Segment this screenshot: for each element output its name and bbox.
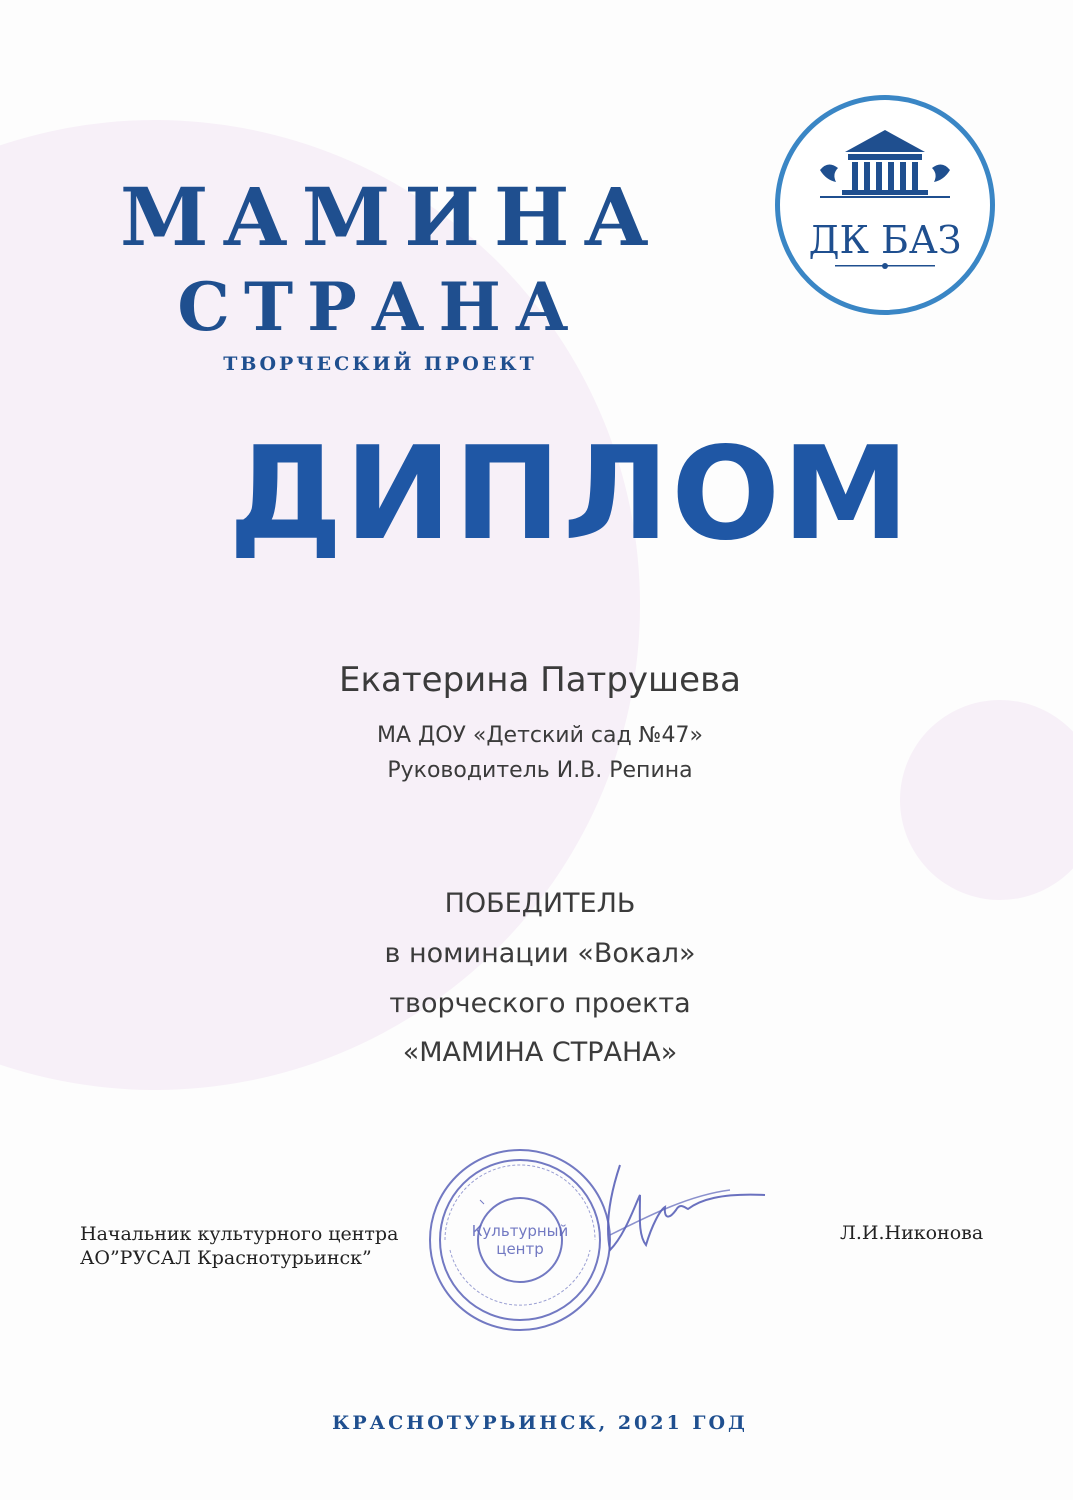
dk-baz-logo bbox=[775, 95, 995, 315]
award-status: ПОБЕДИТЕЛЬ bbox=[444, 888, 636, 919]
logo-title-line2: СТРАНА bbox=[177, 268, 583, 346]
footer-place-year: КРАСНОТУРЬИНСК, 2021 ГОД bbox=[332, 1412, 748, 1434]
award-nomination: в номинации «Вокал» bbox=[384, 938, 696, 969]
recipient-name: Екатерина Патрушева bbox=[339, 660, 741, 700]
signatory-position-line1: Начальник культурного центра bbox=[80, 1223, 399, 1245]
background-circle-small bbox=[900, 700, 1073, 900]
logo-subtitle: ТВОРЧЕСКИЙ ПРОЕКТ bbox=[223, 353, 537, 375]
building-icon bbox=[780, 100, 990, 310]
award-project-label: творческого проекта bbox=[389, 988, 691, 1019]
signer-name: Л.И.Никонова bbox=[840, 1222, 984, 1244]
svg-text:центр: центр bbox=[496, 1240, 544, 1258]
logo-title-line1: МАМИНА bbox=[120, 170, 663, 264]
handwritten-signature bbox=[580, 1155, 780, 1265]
award-project-name: «МАМИНА СТРАНА» bbox=[402, 1037, 678, 1068]
dk-baz-text: ДК БАЗ bbox=[808, 218, 962, 262]
svg-text:Культурный: Культурный bbox=[471, 1222, 569, 1240]
diploma-title: ДИПЛОМ bbox=[228, 420, 912, 569]
signatory-position bbox=[80, 1222, 460, 1270]
recipient-organization: МА ДОУ «Детский сад №47» bbox=[376, 723, 703, 748]
recipient-leader: Руководитель И.В. Репина bbox=[387, 758, 693, 783]
signatory-position-line2: АО”РУСАЛ Краснотурьинск” bbox=[80, 1247, 372, 1269]
